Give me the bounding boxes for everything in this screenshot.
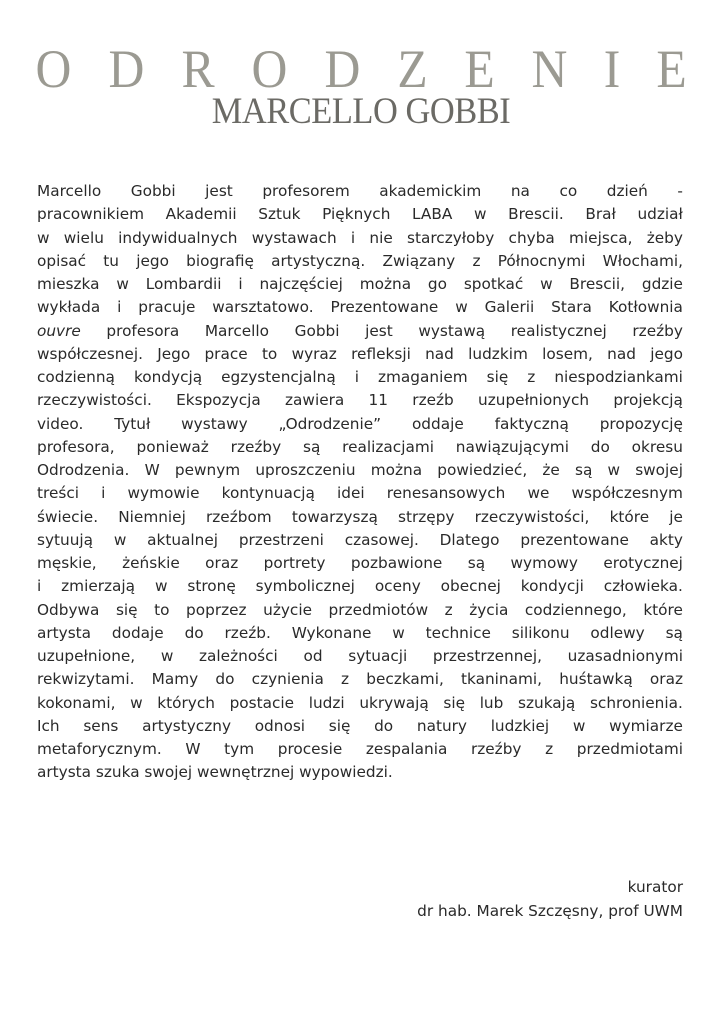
paragraph-line: ouvre profesora Marcello Gobbi jest wystawą realistycznej rzeźby bbox=[37, 321, 683, 340]
paragraph-line: sytuują w aktualnej przestrzeni czasowej. Dlatego prezentowane akty bbox=[37, 530, 683, 549]
article-body bbox=[37, 180, 683, 785]
title-letter: O bbox=[35, 39, 72, 99]
paragraph-line: opisać tu jego biografię artystyczną. Związany z Północnymi Włochami, bbox=[37, 251, 683, 270]
paragraph-line: rekwizytami. Mamy do czynienia z beczkami, tkaninami, huśtawką oraz bbox=[37, 670, 683, 689]
paragraph-line: kokonami, w których postacie ludzi ukrywają się lub szukają schronienia. bbox=[37, 693, 683, 712]
signature bbox=[417, 876, 683, 923]
paragraph-line: rzeczywistości. Ekspozycja zawiera 11 rzeźb uzupełnionych projekcją bbox=[37, 391, 683, 410]
paragraph-line: wykłada i pracuje warsztatowo. Prezentowane w Galerii Stara Kotłownia bbox=[37, 298, 683, 317]
paragraph-line: w wielu indywidualnych wystawach i nie starczyłoby chyba miejsca, żeby bbox=[37, 228, 683, 247]
title-letter: I bbox=[603, 39, 621, 99]
title-letter: E bbox=[464, 39, 495, 99]
paragraph-line: treści i wymowie kontynuacją idei renesansowych we współczesnym bbox=[37, 484, 683, 503]
title-letter: Z bbox=[397, 39, 428, 99]
paragraph-line: artysta szuka swojej wewnętrznej wypowiedzi. bbox=[37, 763, 393, 782]
paragraph-line: Odbywa się to poprzez użycie przedmiotów z życia codziennego, które bbox=[37, 600, 683, 619]
paragraph-line: metaforycznym. W tym procesie zespalania rzeźby z przedmiotami bbox=[37, 740, 683, 758]
artist-name: MARCELLO GOBBI bbox=[211, 91, 511, 132]
title-letter: R bbox=[181, 39, 215, 99]
paragraph-line: uzupełnione, w zależności od sytuacji przestrzennej, uzasadnionymi bbox=[37, 647, 683, 665]
paragraph-line: pracownikiem Akademii Sztuk Pięknych LABA w Brescii. Brał udział bbox=[37, 205, 683, 224]
paragraph-line: profesora, ponieważ rzeźby są realizacjami nawiązującymi do okresu bbox=[37, 437, 683, 456]
paragraph-line: i zmierzają w stronę symbolicznej oceny obecnej kondycji człowieka. bbox=[37, 577, 683, 596]
exhibition-title bbox=[34, 39, 688, 99]
paragraph-line: męskie, żeńskie oraz portrety pozbawione są wymowy erotycznej bbox=[37, 554, 683, 572]
title-letter: E bbox=[656, 39, 687, 99]
paragraph-line: Ich sens artystyczny odnosi się do natury ludzkiej w wymiarze bbox=[37, 716, 683, 735]
paragraph-line: współczesnej. Jego prace to wyraz refleksji nad ludzkim losem, nad jego bbox=[37, 344, 683, 363]
paragraph-line: video. Tytuł wystawy „Odrodzenie” oddaje faktyczną propozycję bbox=[37, 414, 683, 433]
paragraph-line: codzienną kondycją egzystencjalną i zmaganiem się z niespodziankami bbox=[37, 368, 683, 386]
paragraph-line: Odrodzenia. W pewnym uproszczeniu można powiedzieć, że są w swojej bbox=[37, 461, 683, 479]
paragraph-line: Marcello Gobbi jest profesorem akademickim na co dzień - bbox=[37, 182, 683, 200]
title-letter: D bbox=[324, 39, 361, 99]
curator-role: kurator bbox=[627, 878, 683, 896]
paragraph-line: świecie. Niemniej rzeźbom towarzyszą strzępy rzeczywistości, które je bbox=[37, 507, 683, 526]
paragraph-line: artysta dodaje do rzeźb. Wykonane w technice silikonu odlewy są bbox=[37, 623, 683, 642]
paragraph-line: mieszka w Lombardii i najczęściej można go spotkać w Brescii, gdzie bbox=[37, 275, 683, 293]
title-letter: N bbox=[531, 39, 568, 99]
curator-name: dr hab. Marek Szczęsny, prof UWM bbox=[417, 901, 683, 920]
title-letter: D bbox=[108, 39, 145, 99]
title-letter: O bbox=[251, 39, 288, 99]
